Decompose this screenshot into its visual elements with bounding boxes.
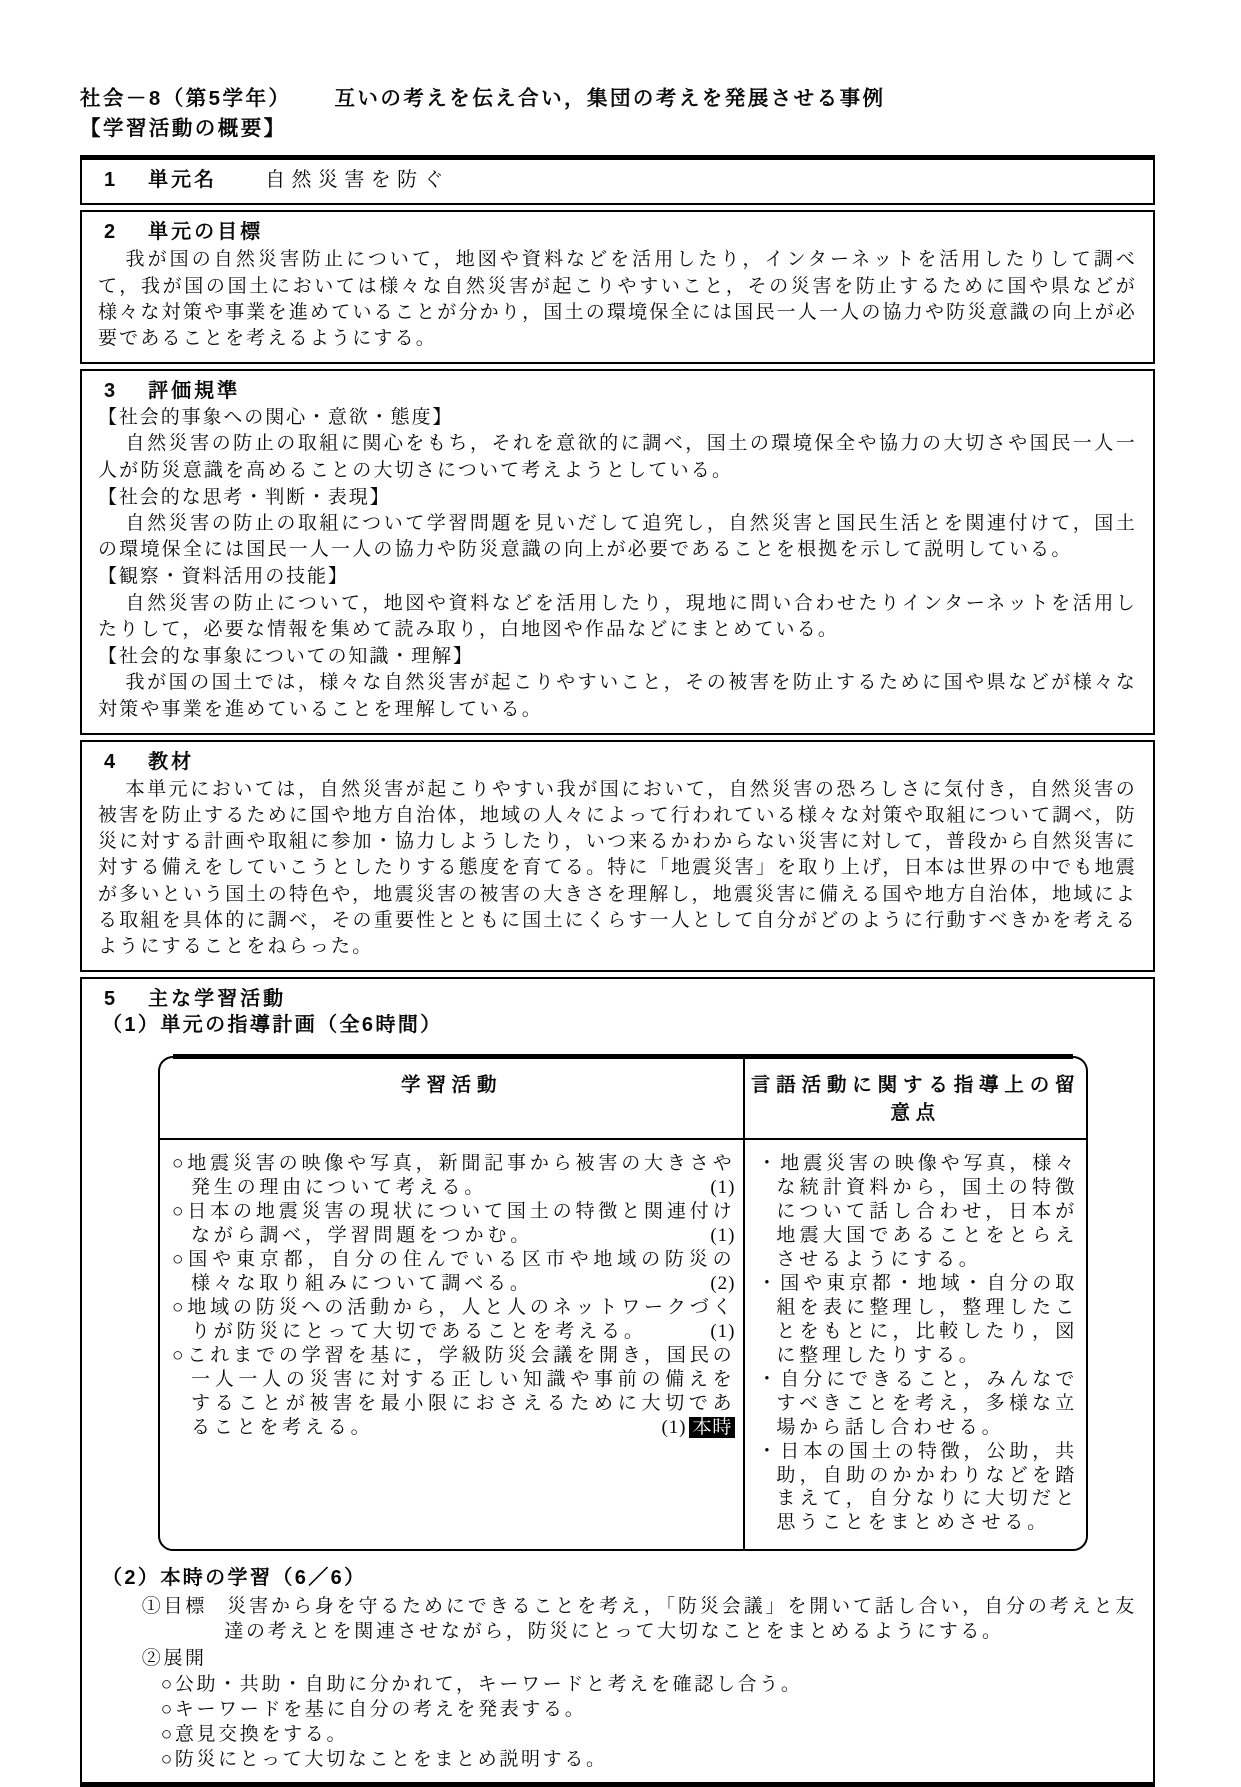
lesson-goal [142,1594,1137,1644]
development-label: ②展開 [141,1648,207,1670]
plan-activity-item [172,1152,735,1200]
evaluation-category-header: 【観察・資料活用の技能】 [98,566,349,588]
evaluation-category-header: 【社会的な思考・判断・表現】 [98,486,391,508]
plan-activity-item [172,1248,735,1296]
development-item: ○公助・共助・自助に分かれて，キーワードと考えを確認し合う。 [160,1673,803,1695]
section-unit-goal [80,210,1155,364]
guidance-item: ・地震災害の映像や写真，様々な統計資料から，国土の特徴について話し合わせ，日本が地震大国であることをとらえさせるようにする。 [757,1153,1078,1271]
table-header-activities: 学習活動 [400,1074,503,1097]
activity-text: ○地域の防災への活動から，人と人のネットワークづくりが防災にとって大切であることを考える。 [172,1296,736,1342]
document-header [80,86,1155,142]
evaluation-category-body: 我が国の国土では，様々な自然災害が起こりやすいこと，その被害を防止するために国や県などが様々な対策や事業を進めていることを理解している。 [98,672,1137,720]
development-item: ○キーワードを基に自分の考えを発表する。 [160,1698,587,1720]
section-materials [80,740,1155,973]
unit-goal-title-row [98,219,1137,245]
section-boxes [80,155,1155,1787]
plan-heading: （1）単元の指導計画（全6時間） [102,1014,443,1037]
activity-text: ○国や東京都，自分の住んでいる区市や地域の防災の様々な取り組みについて調べる。 [172,1249,736,1294]
unit-goal-body: 我が国の自然災害防止について，地図や資料などを活用したり，インターネットを活用したりして調べて，我が国の国土においては様々な自然災害が起こりやすいこと，その災害を防止するために国や県などが様々な対策や事業を進めていることが分かり，国土の環境保全には国民一人一人の協力や防災意識の向上が必要であることを考えるようにする。 [98,249,1137,349]
section-number: 5 [104,988,119,1011]
section-title: 単元の目標 [148,221,264,244]
section-title: 評価規準 [148,380,241,403]
instruction-plan-table [158,1056,1088,1551]
section-title: 単元名 [148,169,218,192]
activities-title-row [98,986,1137,1012]
activity-text: ○日本の地震災害の現状について国土の特徴と関連付けながら調べ，学習問題をつかむ。 [172,1201,736,1247]
section-activities [80,977,1155,1787]
lesson-plan-document [80,86,1155,1787]
hours-count: (1) [710,1225,736,1247]
evaluation-title-row [98,378,1137,404]
document-title-line [80,86,1155,113]
goal-label: ①目標 [141,1596,208,1618]
doc-subtitle: 【学習活動の概要】 [80,116,287,140]
section-title: 教材 [148,750,195,773]
development-item: ○防災にとって大切なことをまとめ説明する。 [160,1748,608,1770]
table-cell-guidance [743,1140,1086,1549]
table-header-row [160,1058,1086,1140]
evaluation-category-header: 【社会的事象への関心・意欲・態度】 [98,407,454,429]
goal-text: 災害から身を守るためにできることを考え，「防災会議」を開いて話し合い，自分の考えと友達の考えとを関連させながら，防災にとって大切なことをまとめるようにする。 [224,1596,1137,1643]
evaluation-category-body: 自然災害の防止の取組に関心をもち，それを意欲的に調べ，国土の環境保全や協力の大切さや国民一人一人が防災意識を高めることの大切さについて考えようとしている。 [98,433,1137,481]
development-item: ○意見交換をする。 [160,1723,349,1745]
section-number: 3 [104,380,119,403]
hours-count: (1) [710,1320,736,1342]
evaluation-category-header: 【社会的な事象についての知識・理解】 [98,646,474,668]
plan-activity-item [172,1200,735,1248]
unit-name-row [98,167,1137,193]
plan-activity-item [172,1344,735,1440]
section-unit-name [80,155,1155,205]
activity-text: ○地震災害の映像や写真，新聞記事から被害の大きさや発生の理由について考える。 [172,1153,736,1199]
section-number: 1 [104,169,119,192]
doc-title: 互いの考えを伝え合い，集団の考えを発展させる事例 [334,87,886,110]
section-number: 4 [104,750,119,773]
materials-body: 本単元においては，自然災害が起こりやすい我が国において，自然災害の恐ろしさに気付き，自然災害の被害を防止するために国や地方自治体，地域の人々によって行われている様々な対策や取組について調べ，防災に対する計画や取組に参加・協力しようしたり，いつ来るかわからない災害に対して，普段から自然災害に対する備えをしていこうとしたりする態度を育てる。特に「地震災害」を取り上げ，日本は世界の中でも地震が多いという国土の特色や，地震災害の被害の大きさを理解し，地震災害に備える国や地方自治体，地域による取組を具体的に調べ，その重要性とともに国土にくらす一人として自分がどのように行動すべきかを考えるようにすることをねらった。 [98,778,1137,958]
unit-name-value: 自然災害を防ぐ [265,169,450,192]
table-top-shadow [173,1054,1073,1059]
evaluation-category-body: 自然災害の防止の取組について学習問題を見いだして追究し，自然災害と国民生活とを関連付けて，国土の環境保全には国民一人一人の協力や防災意識の向上が必要であることを根拠を示して説明している。 [98,513,1137,561]
plan-activity-item [172,1296,735,1344]
activity-text: ○これまでの学習を基に，学級防災会議を開き，国民の一人一人の災害に対する正しい知識や事前の備えをすることが被害を最小限におさえるために大切であることを考える。 [172,1344,736,1438]
section-title: 主な学習活動 [148,988,287,1011]
current-lesson-badge: 本時 [689,1417,735,1438]
doc-code: 社会－8（第5学年） [80,87,292,110]
guidance-item: ・日本の国土の特徴，公助，共助，自助のかかわりなどを踏まえて，自分なりに大切だと思うことをまとめさせる。 [757,1440,1078,1534]
hours-count: (1) [661,1416,687,1438]
hours-count: (1) [710,1177,736,1199]
section-number: 2 [104,221,119,244]
materials-title-row [98,749,1137,775]
lesson-heading: （2）本時の学習（6／6） [102,1567,367,1590]
hours-count: (2) [710,1273,736,1294]
table-cell-activities [160,1140,743,1549]
guidance-item: ・自分にできること，みんなですべきことを考え，多様な立場から話し合わせる。 [757,1368,1078,1438]
todays-lesson-block [98,1565,1137,1772]
table-header-guidance: 言語活動に関する指導上の留意点 [743,1058,1086,1138]
table-body-row [160,1140,1086,1549]
section-evaluation [80,369,1155,735]
evaluation-category-body: 自然災害の防止について，地図や資料などを活用したり，現地に問い合わせたりインターネットを活用したりして，必要な情報を集めて読み取り，白地図や作品などにまとめている。 [98,592,1137,640]
guidance-item: ・国や東京都・地域・自分の取組を表に整理し，整理したことをもとに，比較したり，図に整理したりする。 [757,1273,1078,1366]
